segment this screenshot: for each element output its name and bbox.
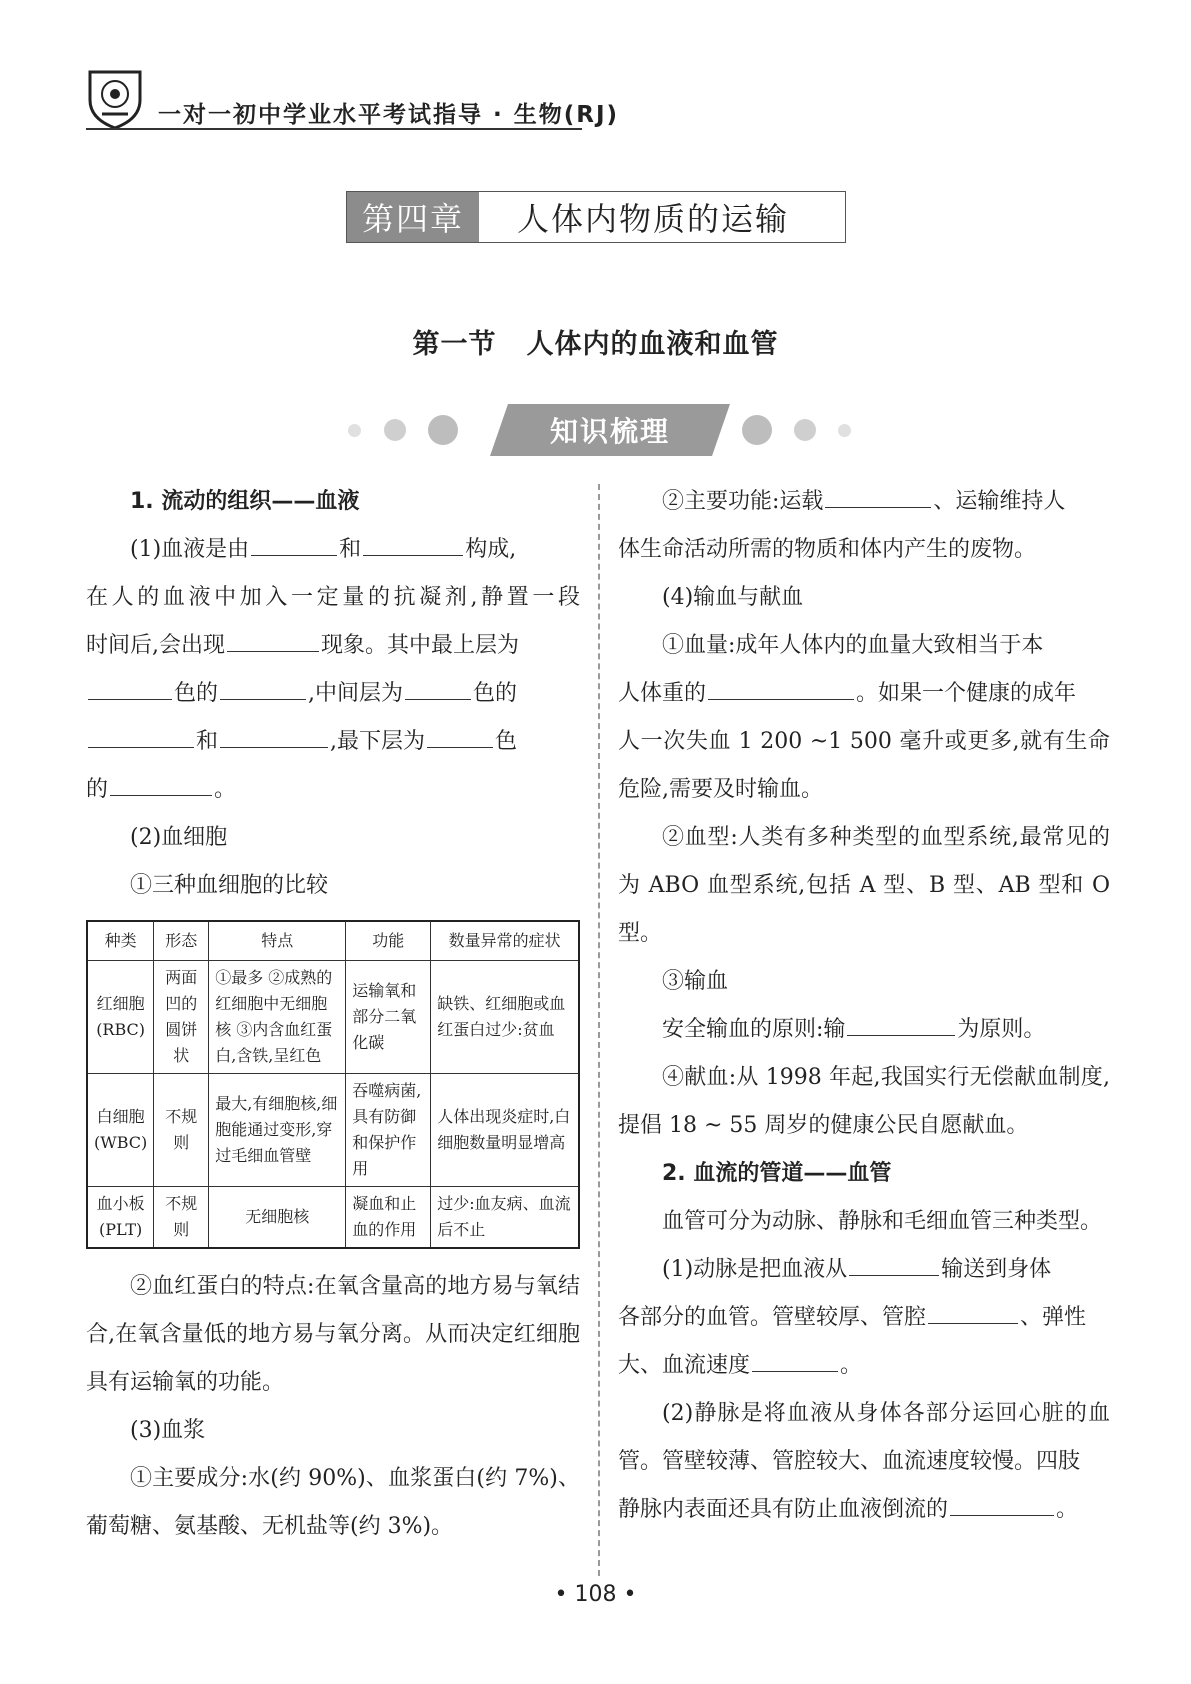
chapter-label: 第四章: [347, 192, 479, 242]
blood-composition-line2: 在人的血液中加入一定量的抗凝剂,静置一段: [86, 585, 580, 610]
table-header: 种类: [87, 921, 154, 961]
fill-blank[interactable]: [363, 554, 463, 556]
heading-blood-cells: (2)血细胞: [130, 825, 228, 850]
decor-dot: [384, 419, 406, 441]
blood-volume-line3: 人一次失血 1 200 ~1 500 毫升或更多,就有生命危险,需要及时输血。: [618, 729, 1110, 802]
table-cell: ①最多 ②成熟的红细胞中无细胞核 ③内含血红蛋白,含铁,呈红色: [209, 961, 346, 1074]
heading-transfuse: ③输血: [662, 969, 729, 994]
fill-blank[interactable]: [110, 794, 212, 796]
fill-blank[interactable]: [88, 746, 194, 748]
table-header-row: [87, 921, 579, 961]
table-cell: 无细胞核: [209, 1187, 346, 1249]
blood-cell-table: [86, 920, 580, 1249]
chapter-banner: [346, 191, 846, 243]
fill-blank[interactable]: [825, 506, 931, 508]
fill-blank[interactable]: [849, 1274, 939, 1276]
vessel-types: 血管可分为动脉、静脉和毛细血管三种类型。: [662, 1209, 1103, 1234]
school-crest-icon: [86, 66, 144, 130]
blood-composition-line5: 和 ,最下层为 色: [86, 718, 580, 766]
knowledge-banner: [340, 404, 860, 456]
table-row: [87, 1074, 579, 1187]
blood-composition-line4: 色的 ,中间层为 色的: [86, 670, 580, 718]
vein-paragraph: (2)静脉是将血液从身体各部分运回心脏的血管。管壁较薄、管腔较大、血流速度较慢。四肢: [618, 1401, 1110, 1474]
decor-dot: [428, 415, 458, 445]
table-header: 功能: [346, 921, 431, 961]
artery-line1: (1)动脉是把血液从 输送到身体: [662, 1257, 1052, 1282]
section-name: 人体内的血液和血管: [526, 329, 779, 360]
blood-composition-line6: 的 。: [86, 777, 237, 802]
table-row: [87, 961, 579, 1074]
table-cell: 不规则: [154, 1074, 209, 1187]
blood-composition-line3: 时间后,会出现 现象。其中最上层为: [86, 633, 520, 658]
table-cell: 最大,有细胞核,细胞能通过变形,穿过毛细血管壁: [209, 1074, 346, 1187]
table-cell: 运输氧和部分二氧化碳: [346, 961, 431, 1074]
decor-dot: [348, 424, 361, 437]
fill-blank[interactable]: [950, 1514, 1054, 1516]
table-cell: 白细胞(WBC): [87, 1074, 154, 1187]
fill-blank[interactable]: [405, 698, 471, 700]
table-cell: 凝血和止血的作用: [346, 1187, 431, 1249]
table-cell: 过少:血友病、血流后不止: [431, 1187, 579, 1249]
artery-line3: 大、血流速度 。: [618, 1353, 863, 1378]
banner-text: 知识梳理: [549, 415, 670, 448]
safe-transfusion: 安全输血的原则:输 为原则。: [662, 1017, 1046, 1042]
section-title: [0, 322, 1191, 361]
left-column: [86, 478, 580, 1551]
fill-blank[interactable]: [88, 698, 172, 700]
blood-volume-line1: ①血量:成年人体内的血量大致相当于本: [662, 633, 1044, 658]
plasma-composition: ①主要成分:水(约 90%)、血浆蛋白(约 7%)、葡萄糖、氨基酸、无机盐等(约 3%)。: [86, 1466, 580, 1539]
fill-blank[interactable]: [220, 698, 306, 700]
blood-volume-line2: 人体重的 。如果一个健康的成年: [618, 681, 1077, 706]
blood-type-paragraph: ②血型:人类有多种类型的血型系统,最常见的为 ABO 血型系统,包括 A 型、B 型、AB 型和 O 型。: [618, 825, 1110, 946]
table-cell: 血小板(PLT): [87, 1187, 154, 1249]
table-cell: 吞噬病菌,具有防御和保护作用: [346, 1074, 431, 1187]
table-cell: 两面凹的圆饼状: [154, 961, 209, 1074]
fill-blank[interactable]: [427, 746, 493, 748]
fill-blank[interactable]: [752, 1370, 838, 1372]
table-cell: 不规则: [154, 1187, 209, 1249]
heading-cell-comparison: ①三种血细胞的比较: [130, 873, 329, 898]
heading-transfusion: (4)输血与献血: [662, 585, 804, 610]
book-header-title: 一对一初中学业水平考试指导 · 生物(RJ): [158, 102, 620, 128]
heading-plasma: (3)血浆: [130, 1418, 206, 1443]
fill-blank[interactable]: [251, 554, 337, 556]
fill-blank[interactable]: [220, 746, 328, 748]
column-divider: [598, 484, 600, 1576]
fill-blank[interactable]: [227, 650, 319, 652]
hemoglobin-paragraph: ②血红蛋白的特点:在氧含量高的地方易与氧结合,在氧含量低的地方易与氧分离。从而决定红细胞具有运输氧的功能。: [86, 1274, 580, 1395]
table-header: 特点: [209, 921, 346, 961]
fill-blank[interactable]: [847, 1034, 955, 1036]
table-header: 数量异常的症状: [431, 921, 579, 961]
page-number: • 108 •: [554, 1582, 637, 1607]
vein-valve-line: 静脉内表面还具有防止血液倒流的 。: [618, 1497, 1079, 1522]
table-header: 形态: [154, 921, 209, 961]
artery-line2: 各部分的血管。管壁较厚、管腔 、弹性: [618, 1305, 1087, 1330]
heading-vessels: 2. 血流的管道——血管: [662, 1161, 892, 1186]
right-column: [618, 478, 1110, 1534]
heading-blood: 1. 流动的组织——血液: [130, 489, 360, 514]
section-number: 第一节: [412, 329, 497, 360]
table-cell: 缺铁、红细胞或血红蛋白过少:贫血: [431, 961, 579, 1074]
plasma-function-line1: ②主要功能:运载 、运输维持人: [662, 489, 1066, 514]
table-row: [87, 1187, 579, 1249]
fill-blank[interactable]: [708, 698, 854, 700]
table-cell: 红细胞(RBC): [87, 961, 154, 1074]
fill-blank[interactable]: [928, 1322, 1018, 1324]
decor-dot: [742, 415, 772, 445]
decor-dot: [794, 419, 816, 441]
donation-paragraph: ④献血:从 1998 年起,我国实行无偿献血制度,提倡 18 ~ 55 周岁的健康公民自愿献血。: [618, 1065, 1110, 1138]
blood-composition-line1: (1)血液是由 和 构成,: [130, 537, 517, 562]
table-cell: 人体出现炎症时,白细胞数量明显增高: [431, 1074, 579, 1187]
header-divider: [86, 128, 582, 130]
decor-dot: [838, 424, 851, 437]
chapter-title: 人体内物质的运输: [517, 200, 790, 238]
plasma-function-line2: 体生命活动所需的物质和体内产生的废物。: [618, 537, 1037, 562]
